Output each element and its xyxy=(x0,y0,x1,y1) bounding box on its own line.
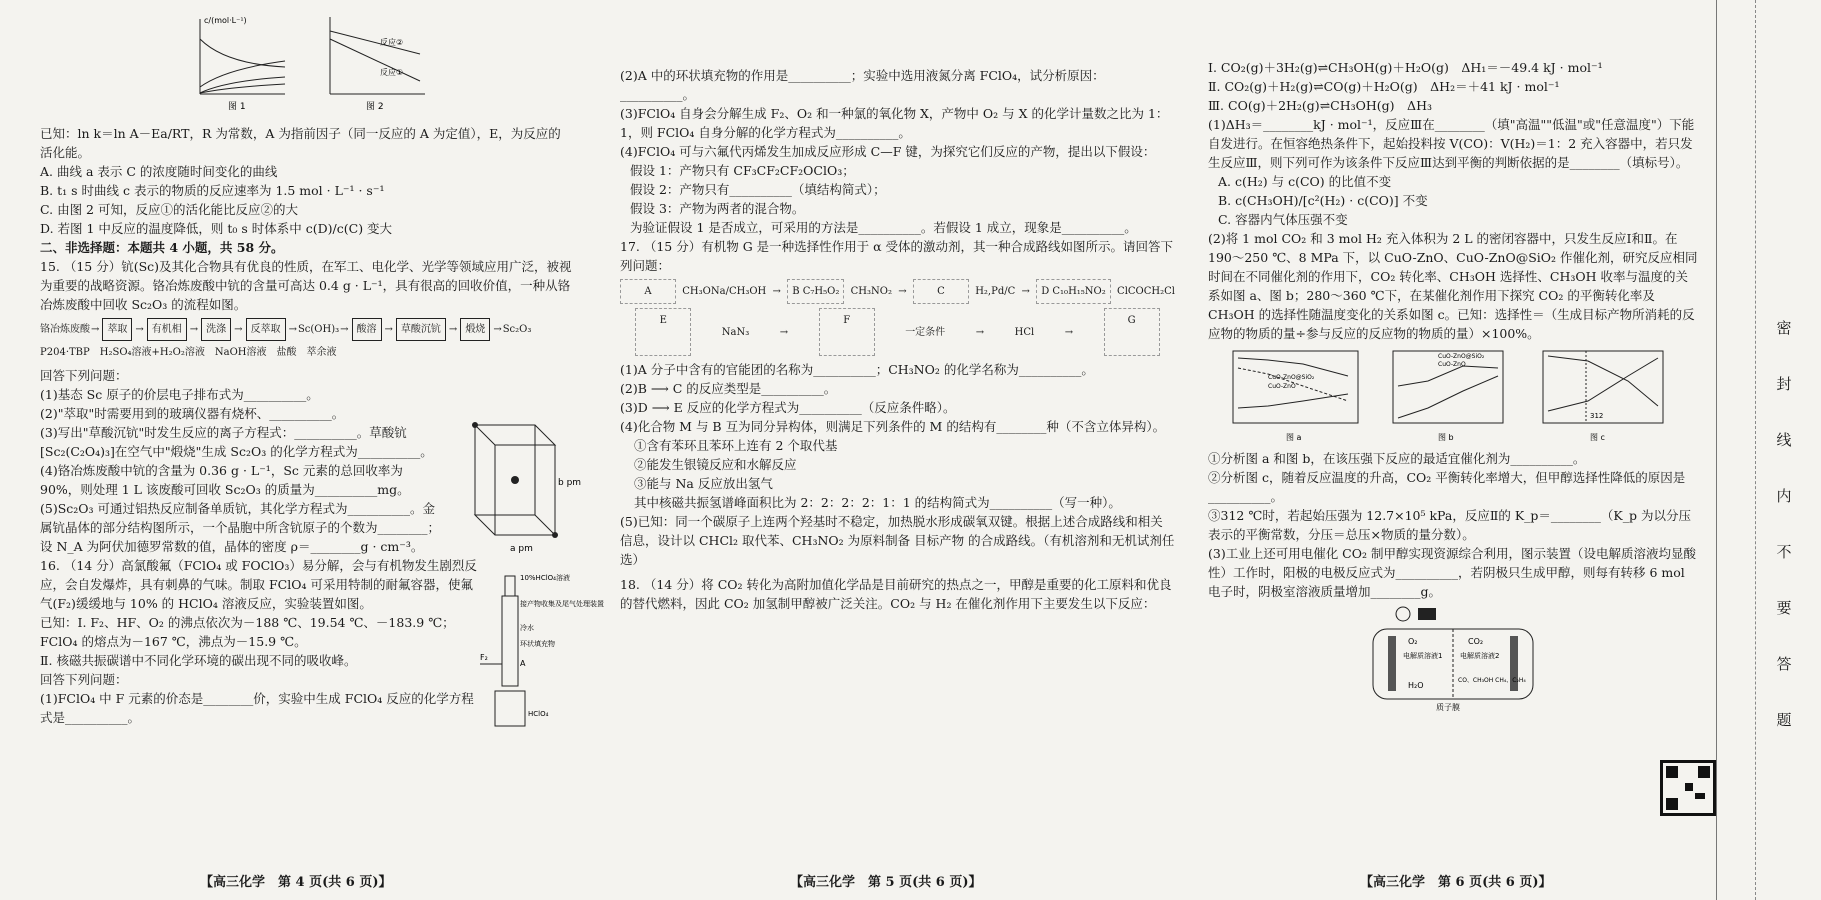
seal-char: 不 xyxy=(1776,543,1792,561)
condition-3: ③能与 Na 反应放出氢气 xyxy=(634,476,773,491)
chart-b-caption: 图 b xyxy=(1438,433,1454,442)
q16-item-1: (1)FClO₄ 中 F 元素的价态是________价，实验中生成 FClO₄ 反应的化学方程式是__________。 xyxy=(40,691,474,725)
q15-item-5: (5)Sc₂O₃ 可通过铝热反应制备单质钪，其化学方程式为__________。金属钪晶体的部分结构图所示，一个晶胞中所含钪原子的个数为________；设 N_A 为阿伏加德罗常数的值，晶体的密度 ρ＝________g · cm⁻³。 xyxy=(40,501,441,554)
q15-answer-intro: 回答下列问题： xyxy=(40,368,128,383)
q16-item-2: (2)A 中的环状填充物的作用是__________；实验中选用液氮分离 FClO₄，试分析原因：__________。 xyxy=(620,68,1105,102)
charts-abc xyxy=(1208,346,1698,446)
cell-electrolyte-1: 电解质溶液1 xyxy=(1403,652,1443,660)
reagent-3: NaOH溶液 xyxy=(214,347,267,358)
reagent-2: H₂SO₄溶液+H₂O₂溶液 xyxy=(99,347,205,358)
condition-2: ②能发生银镜反应和水解反应 xyxy=(634,457,797,472)
seal-char: 答 xyxy=(1776,655,1792,673)
chart-c-caption: 图 c xyxy=(1590,433,1605,442)
compound-b: B C₇H₅O₂ xyxy=(787,279,844,304)
flow-wash: 洗涤 xyxy=(201,318,231,341)
cell-height-label: b pm xyxy=(558,478,582,488)
fig2-caption: 图 2 xyxy=(366,102,384,112)
q18-item-1: (1)ΔH₃＝________kJ · mol⁻¹，反应Ⅲ在________（填"高温""低温"或"任意温度"）下能自发进行。在恒容绝热条件下，起始投料按 V(CO)：V(H₂)＝1：2 充入容器中，若只发生反应Ⅲ，则下列可作为该条件下反应Ⅲ达到平衡的判断依据的是________（填标号）。 xyxy=(1208,117,1695,170)
condition-1: ①含有苯环且苯环上连有 2 个取代基 xyxy=(634,438,838,453)
cell-co2: CO₂ xyxy=(1468,637,1484,646)
apparatus-a: A xyxy=(520,659,526,668)
apparatus-hclo4: HClO₄ xyxy=(528,710,549,718)
seal-char: 密 xyxy=(1776,319,1792,337)
apparatus-outlet: 接产物收集及尾气处理装置 xyxy=(520,600,604,608)
hypothesis-1: 假设 1：产物只有 CF₃CF₂CF₂OClO₃； xyxy=(630,163,855,178)
flow-dissolve: 酸溶 xyxy=(352,318,382,341)
cell-electrolyte-2: 电解质溶液2 xyxy=(1460,652,1500,660)
page-6 xyxy=(1190,0,1708,900)
reaction-2: Ⅱ. CO₂(g)＋H₂(g)⇌CO(g)＋H₂O(g) ΔH₂＝＋41 kJ · mol⁻¹ xyxy=(1208,79,1560,94)
q15-intro: 15. （15 分）钪(Sc)及其化合物具有优良的性质，在军工、电化学、光学等领域应用广泛，被视为重要的战略资源。铬冶炼废酸中钪的含量可高达 0.4 g · L⁻¹，具有很高的回收价值，一种从铬冶炼废酸中回收 Sc₂O₃ 的流程如图。 xyxy=(40,259,572,312)
rate-graphs xyxy=(170,9,470,121)
q15-item-1: (1)基态 Sc 原子的价层电子排布式为__________。 xyxy=(40,387,319,402)
compound-d: D C₁₀H₁₅NO₂ xyxy=(1036,279,1111,304)
q16-item-4: (4)FClO₄ 可与六氟代丙烯发生加成反应形成 C—F 键，为探究它们反应的产物，提出以下假设： xyxy=(620,144,1156,159)
fig1-caption: 图 1 xyxy=(228,102,246,112)
seal-char: 线 xyxy=(1776,431,1792,449)
graph-2 xyxy=(330,17,425,112)
apparatus-acid: 10%HClO₄溶液 xyxy=(520,574,570,582)
page-4-footer: 【高三化学 第 4 页(共 6 页)】 xyxy=(200,875,392,890)
flow-calcine: 煅烧 xyxy=(460,318,490,341)
compound-e: E xyxy=(635,308,691,356)
apparatus-packing: 环状填充物 xyxy=(520,640,555,648)
synthesis-route-row-1: A CH₃ONa/CH₃OH → B C₇H₅O₂ CH₃NO₂ → C H₂,Pd/C → D C₁₀H₁₅NO₂ ClCOCH₂Cl xyxy=(620,279,1175,304)
q17-intro: 17. （15 分）有机物 G 是一种选择性作用于 α 受体的激动剂，其一种合成路线如图所示。请回答下列问题： xyxy=(620,239,1174,273)
chart-a-legend-2: CuO-ZnO xyxy=(1268,383,1296,390)
flow-start: 铬冶炼废酸 xyxy=(40,324,90,335)
nmr-condition: 其中核磁共振氢谱峰面积比为 2：2：2：2：1：1 的结构简式为__________（写一种）。 xyxy=(634,495,1121,510)
chart-a-legend-1: CuO-ZnO@SiO₂ xyxy=(1268,374,1315,381)
q15-item-3: (3)写出"草酸沉钪"时发生反应的离子方程式：__________。草酸钪[Sc₂(C₂O₄)₃]在空气中"煅烧"生成 Sc₂O₃ 的化学方程式为__________。 xyxy=(40,425,433,459)
q17-item-3: (3)D ⟶ E 反应的化学方程式为__________（反应条件略）。 xyxy=(620,400,956,415)
q17-item-5: (5)已知：同一个碳原子上连两个羟基时不稳定，加热脱水形成碳氧双键。根据上述合成路线和相关信息，设计以 CHCl₂ 取代苯、CH₃NO₂ 为原料制备 目标产物 的合成路线。（有机溶剂和无机试剂任选） xyxy=(620,514,1175,567)
hexagonal-cell xyxy=(460,405,580,555)
chart-c-marker: 312 xyxy=(1590,412,1604,420)
chart-b xyxy=(1393,351,1503,442)
seal-char: 题 xyxy=(1776,711,1792,729)
qr-code[interactable] xyxy=(1660,760,1716,816)
q17-item-1: (1)A 分子中含有的官能团的名称为__________；CH₃NO₂ 的化学名称为__________。 xyxy=(620,362,1094,377)
page-5 xyxy=(600,0,1185,900)
reagent-methoxide: CH₃ONa/CH₃OH xyxy=(682,286,767,297)
q18-sub-2: ②分析图 c，随着反应温度的升高，CO₂ 平衡转化率增大，但甲醇选择性降低的原因是__________。 xyxy=(1208,470,1686,504)
flow-product: Sc₂O₃ xyxy=(502,324,532,335)
cell-o2: O₂ xyxy=(1408,637,1418,646)
reagent-condition: 一定条件 xyxy=(905,326,946,338)
page-4 xyxy=(0,0,604,900)
hypothesis-2: 假设 2：产物只有__________（填结构简式）； xyxy=(630,182,886,197)
chart-b-legend-1: CuO-ZnO@SiO₂ xyxy=(1438,353,1485,360)
electrolysis-cell xyxy=(1208,604,1700,714)
reagent-hydrogenation: H₂,Pd/C xyxy=(975,286,1016,297)
fig1-axis: c/(mol·L⁻¹) xyxy=(204,16,247,25)
seal-notice xyxy=(1773,300,1795,748)
fig2-line-2: 反应② xyxy=(380,38,404,47)
q18-item-2: (2)将 1 mol CO₂ 和 3 mol H₂ 充入体积为 2 L 的密闭容器中，只发生反应Ⅰ和Ⅱ。在 190～250 ℃、8 MPa 下，以 CuO-ZnO、CuO-ZnO@SiO₂ 作催化剂，研究反应相同时间在不同催化剂的作用下，CO₂ 转化率、CH₃OH 选择性、CH₃OH 收率与温度的关系如图 a、图 b；280～360 ℃下，在某催化剂作用下探究 CO₂ 的平衡转化率及 CH₃OH 的选择性随温度变化的关系如图 c。已知：选择性＝（生成目标产物所消耗的反应物的物质的量÷参与反应的反应物的物质的量）×100%。 xyxy=(1208,231,1698,341)
fig2-line-1: 反应① xyxy=(380,68,404,77)
q17-item-4: (4)化合物 M 与 B 互为同分异构体，则满足下列条件的 M 的结构有________种（不含立体异构）。 xyxy=(620,419,1166,434)
q18-intro: 18. （14 分）将 CO₂ 转化为高附加值化学品是目前研究的热点之一，甲醇是重要的化工原料和优良的替代燃料，因此 CO₂ 加氢制甲醇被广泛关注。CO₂ 与 H₂ 在催化剂作用下主要发生以下反应： xyxy=(620,577,1172,611)
reagent-4: 盐酸 xyxy=(276,347,297,358)
cell-h2o: H₂O xyxy=(1408,681,1424,690)
catalyst-charts xyxy=(1208,346,1700,446)
seal-char: 要 xyxy=(1776,599,1792,617)
seal-char: 封 xyxy=(1776,375,1792,393)
option-pressure: C. 容器内气体压强不变 xyxy=(1218,212,1348,227)
page-5-footer: 【高三化学 第 5 页(共 6 页)】 xyxy=(790,875,982,890)
seal-line xyxy=(1755,0,1757,900)
q16-item-3: (3)FClO₄ 自身会分解生成 F₂、O₂ 和一种氯的氧化物 X，产物中 O₂ 与 X 的化学计量数之比为 1：1，则 FClO₄ 自身分解的化学方程式为__________。 xyxy=(620,106,1169,140)
reagent-nitromethane: CH₃NO₂ xyxy=(850,286,892,297)
q15-item-2: (2)"萃取"时需要用到的玻璃仪器有烧杯、__________。 xyxy=(40,406,345,421)
chart-b-legend-2: CuO-ZnO xyxy=(1438,361,1466,368)
option-b: B. t₁ s 时曲线 c 表示的物质的反应速率为 1.5 mol · L⁻¹ · s⁻¹ xyxy=(40,183,385,198)
q16-answer-intro: 回答下列问题： xyxy=(40,672,128,687)
section-heading: 二、非选择题：本题共 4 小题，共 58 分。 xyxy=(40,240,284,255)
reaction-1: Ⅰ. CO₂(g)＋3H₂(g)⇌CH₃OH(g)＋H₂O(g) ΔH₁＝－49.4 kJ · mol⁻¹ xyxy=(1208,60,1603,75)
seal-strip xyxy=(1716,0,1821,900)
option-quotient: B. c(CH₃OH)/[c²(H₂) · c(CO)] 不变 xyxy=(1218,193,1428,208)
q16-known-1: 已知：Ⅰ. F₂、HF、O₂ 的沸点依次为－188 ℃、19.54 ℃、－183.9 ℃；FClO₄ 的熔点为－167 ℃，沸点为－15.9 ℃。 xyxy=(40,615,455,649)
compound-a: A xyxy=(620,279,676,304)
flow-scoh3: Sc(OH)₃ xyxy=(297,324,340,335)
seal-char: 内 xyxy=(1776,487,1792,505)
chart-a xyxy=(1233,351,1358,442)
reagent-1: P204·TBP xyxy=(40,347,90,358)
q16-known-2: Ⅱ. 核磁共振碳谱中不同化学环境的碳出现不同的吸收峰。 xyxy=(40,653,357,668)
q16-intro: 16. （14 分）高氯酸氟（FClO₄ 或 FOClO₃）易分解，会与有机物发生剧烈反应，会自发爆炸，具有刺鼻的气味。制取 FClO₄ 可采用特制的耐氟容器，使氟气(F₂)缓缓地与 10% 的 HClO₄ 溶液反应，实验装置如图。 xyxy=(40,558,477,611)
reagent-5: 萃余液 xyxy=(306,347,337,358)
option-d: D. 若图 1 中反应的温度降低，则 t₀ s 时体系中 c(D)/c(C) 变大 xyxy=(40,221,393,236)
reagent-hcl: HCl xyxy=(1014,326,1035,338)
cell-width-label: a pm xyxy=(510,544,533,554)
option-a: A. 曲线 a 表示 C 的浓度随时间变化的曲线 xyxy=(40,164,278,179)
option-c: C. 由图 2 可知，反应①的活化能比反应②的大 xyxy=(40,202,298,217)
q18-sub-3: ③312 ℃时，若起始压强为 12.7×10⁵ kPa，反应Ⅱ的 K_p＝________（K_p 为以分压表示的平衡常数，分压＝总压×物质的量分数）。 xyxy=(1208,508,1691,542)
reaction-3: Ⅲ. CO(g)＋2H₂(g)⇌CH₃OH(g) ΔH₃ xyxy=(1208,98,1432,113)
apparatus-cold-water: 冷水 xyxy=(520,624,534,632)
page-6-footer: 【高三化学 第 6 页(共 6 页)】 xyxy=(1360,875,1552,890)
flow-back-extract: 反萃取 xyxy=(246,318,286,341)
flow-reagents xyxy=(40,343,572,362)
flow-precipitate: 草酸沉钪 xyxy=(396,318,446,341)
chart-a-caption: 图 a xyxy=(1286,433,1302,442)
q15-item-4: (4)铬冶炼废酸中钪的含量为 0.36 g · L⁻¹，Sc 元素的总回收率为 90%，则处理 1 L 该废酸可回收 Sc₂O₃ 的质量为__________mg。 xyxy=(40,463,410,497)
compound-c: C xyxy=(913,279,969,304)
flow-organic: 有机相 xyxy=(147,318,187,341)
q18-item-3: (3)工业上还可用电催化 CO₂ 制甲醇实现资源综合利用，图示装置（设电解质溶液均显酸性）工作时，阳极的电极反应式为__________，若阴极只生成甲醇，则每有转移 6 mol 电子时，阴极室溶液质量增加________g。 xyxy=(1208,546,1696,599)
apparatus-f2: F₂ xyxy=(480,653,488,662)
hypothesis-3: 假设 3：产物为两者的混合物。 xyxy=(630,201,805,216)
fclo4-apparatus xyxy=(480,566,604,736)
q18-sub-1: ①分析图 a 和图 b，在该压强下反应的最适宜催化剂为__________。 xyxy=(1208,451,1586,466)
compound-g: G xyxy=(1104,308,1160,356)
q17-item-2: (2)B ⟶ C 的反应类型是__________。 xyxy=(620,381,837,396)
compound-f: F xyxy=(819,308,875,356)
known-formula: 已知：ln k＝ln A－Ea/RT，R 为常数，A 为指前因子（同一反应的 A 为定值），E，为反应的活化能。 xyxy=(40,126,561,160)
synthesis-route-row-2: E NaN₃ → F 一定条件 → HCl → G xyxy=(620,308,1175,356)
flow-extract: 萃取 xyxy=(102,318,132,341)
figures-1-2 xyxy=(40,9,572,121)
reagent-acyl-chloride: ClCOCH₂Cl xyxy=(1117,286,1175,297)
option-ratio: A. c(H₂) 与 c(CO) 的比值不变 xyxy=(1218,174,1392,189)
q15-flowchart: 铬冶炼废酸 → 萃取 → 有机相 → 洗涤 → 反萃取 → Sc(OH)₃ → 酸溶 → 草酸沉钪 → 煅烧 → Sc₂O₃ xyxy=(40,318,572,341)
reagent-azide: NaN₃ xyxy=(721,326,750,338)
verify-hypothesis: 为验证假设 1 是否成立，可采用的方法是__________。若假设 1 成立，现象是__________。 xyxy=(630,220,1137,235)
cell-products: CO、CH₃OH CH₄、C₂H₄ xyxy=(1458,677,1526,684)
cell-diagram xyxy=(1348,604,1568,714)
cell-membrane: 质子膜 xyxy=(1436,703,1460,712)
chart-c xyxy=(1543,351,1663,442)
graph-1 xyxy=(200,16,285,112)
